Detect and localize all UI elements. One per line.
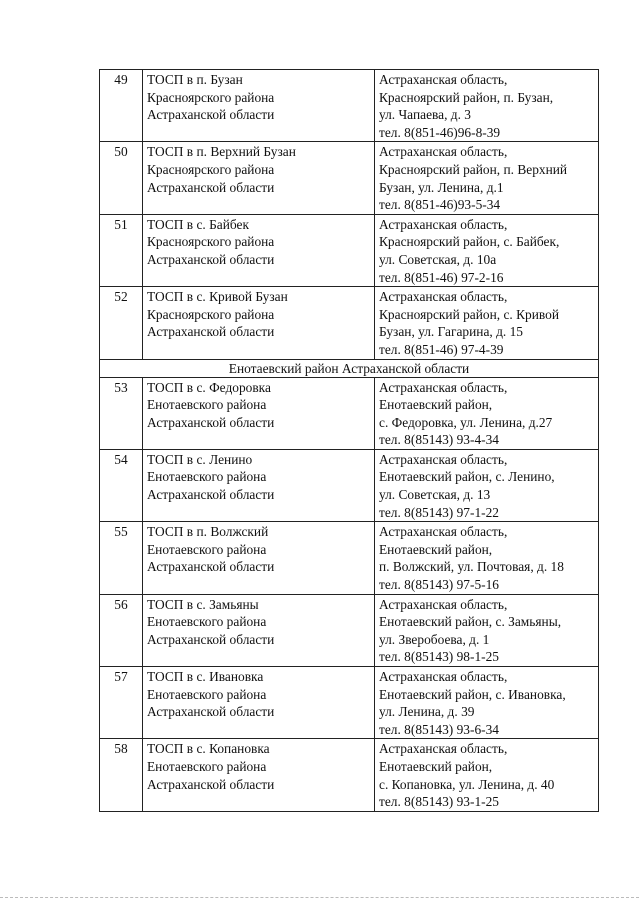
- row-number: 52: [100, 287, 143, 359]
- address-line: Красноярский район, п. Верхний: [379, 161, 568, 177]
- address-line: ул. Советская, д. 10а: [379, 251, 497, 267]
- address-line: тел. 8(85143) 93-1-25: [379, 794, 500, 810]
- table-row: [100, 214, 599, 286]
- address-line: Астраханская область,: [379, 524, 508, 540]
- address-line: п. Волжский, ул. Почтовая, д. 18: [379, 559, 564, 575]
- office-name-line: ТОСП в с. Копановка: [147, 741, 270, 757]
- office-name-line: Енотаевского района: [147, 469, 267, 485]
- office-name-cell: [143, 214, 375, 286]
- office-address-cell: [375, 522, 599, 594]
- address-line: ул. Зверобоева, д. 1: [379, 631, 490, 647]
- office-name-line: ТОСП в с. Кривой Бузан: [147, 289, 288, 305]
- office-name-line: Енотаевского района: [147, 686, 267, 702]
- table-row: [100, 377, 599, 449]
- office-address-cell: [375, 667, 599, 739]
- address-line: ул. Советская, д. 13: [379, 487, 491, 503]
- office-name-line: Астраханской области: [147, 179, 275, 195]
- office-name-cell: [143, 377, 375, 449]
- table-row: [100, 594, 599, 666]
- office-name-cell: [143, 739, 375, 811]
- address-line: тел. 8(851-46) 97-2-16: [379, 269, 504, 285]
- office-name-line: Красноярского района: [147, 306, 275, 322]
- address-line: Астраханская область,: [379, 741, 508, 757]
- address-line: тел. 8(85143) 98-1-25: [379, 649, 500, 665]
- office-name-cell: [143, 287, 375, 359]
- office-name-line: ТОСП в п. Бузан: [147, 72, 243, 87]
- address-line: Енотаевский район, с. Ленино,: [379, 469, 555, 485]
- address-line: тел. 8(85143) 93-6-34: [379, 721, 500, 737]
- section-header-group: [100, 359, 599, 377]
- row-number: 53: [100, 377, 143, 449]
- krasnoyarsk-district-rows: [100, 70, 599, 360]
- office-name-line: Астраханской области: [147, 487, 275, 503]
- address-line: с. Федоровка, ул. Ленина, д.27: [379, 414, 553, 430]
- address-line: Бузан, ул. Ленина, д.1: [379, 179, 504, 195]
- office-name-line: Астраханской области: [147, 559, 275, 575]
- address-line: Астраханская область,: [379, 669, 508, 684]
- office-address-cell: [375, 449, 599, 521]
- address-line: Бузан, ул. Гагарина, д. 15: [379, 324, 523, 340]
- office-name-cell: [143, 667, 375, 739]
- office-name-line: ТОСП в с. Замьяны: [147, 596, 259, 612]
- address-line: Енотаевский район,: [379, 758, 493, 774]
- address-line: Астраханская область,: [379, 451, 508, 467]
- address-line: Астраханская область,: [379, 596, 508, 612]
- office-name-line: Красноярского района: [147, 234, 275, 250]
- office-name-line: Красноярского района: [147, 161, 275, 177]
- office-name-line: Астраханской области: [147, 776, 275, 792]
- office-name-cell: [143, 142, 375, 214]
- office-address-cell: [375, 142, 599, 214]
- address-line: Красноярский район, п. Бузан,: [379, 89, 554, 105]
- address-line: ул. Ленина, д. 39: [379, 704, 475, 720]
- address-line: Енотаевский район, с. Ивановка,: [379, 686, 566, 702]
- office-address-cell: [375, 377, 599, 449]
- offices-table: [99, 69, 599, 812]
- address-line: Енотаевский район,: [379, 541, 493, 557]
- row-number: 54: [100, 449, 143, 521]
- row-number: 50: [100, 142, 143, 214]
- address-line: Енотаевский район, с. Замьяны,: [379, 614, 562, 630]
- office-name-line: ТОСП в с. Ленино: [147, 451, 253, 467]
- enotaevsk-district-rows: [100, 377, 599, 811]
- office-name-line: Енотаевского района: [147, 758, 267, 774]
- page-bottom-edge: [0, 897, 639, 898]
- office-address-cell: [375, 739, 599, 811]
- address-line: Астраханская область,: [379, 289, 508, 305]
- table-row: [100, 739, 599, 811]
- office-address-cell: [375, 214, 599, 286]
- office-name-cell: [143, 594, 375, 666]
- table-row: [100, 449, 599, 521]
- row-number: 57: [100, 667, 143, 739]
- office-name-line: Астраханской области: [147, 251, 275, 267]
- row-number: 58: [100, 739, 143, 811]
- office-name-line: Енотаевского района: [147, 614, 267, 630]
- address-line: тел. 8(85143) 93-4-34: [379, 432, 500, 448]
- office-name-line: Астраханской области: [147, 631, 275, 647]
- row-number: 49: [100, 70, 143, 142]
- office-name-line: Енотаевского района: [147, 397, 267, 413]
- office-name-line: ТОСП в с. Федоровка: [147, 379, 271, 395]
- office-name-cell: [143, 449, 375, 521]
- address-line: тел. 8(85143) 97-5-16: [379, 577, 500, 593]
- office-name-cell: [143, 522, 375, 594]
- address-line: тел. 8(851-46) 97-4-39: [379, 341, 504, 357]
- address-line: Красноярский район, с. Кривой: [379, 306, 559, 322]
- section-header: Енотаевский район Астраханской области: [100, 359, 599, 377]
- address-line: тел. 8(851-46)93-5-34: [379, 197, 501, 213]
- address-line: Астраханская область,: [379, 379, 508, 395]
- row-number: 51: [100, 214, 143, 286]
- address-line: Красноярский район, с. Байбек,: [379, 234, 560, 250]
- address-line: тел. 8(85143) 97-1-22: [379, 504, 500, 520]
- address-line: тел. 8(851-46)96-8-39: [379, 124, 501, 140]
- office-name-line: ТОСП в п. Волжский: [147, 524, 269, 540]
- office-address-cell: [375, 287, 599, 359]
- table-row: [100, 667, 599, 739]
- table-row: [100, 522, 599, 594]
- office-name-line: Астраханской области: [147, 324, 275, 340]
- table-row: [100, 142, 599, 214]
- address-line: Астраханская область,: [379, 144, 508, 160]
- office-name-line: ТОСП в с. Ивановка: [147, 669, 264, 684]
- address-line: с. Копановка, ул. Ленина, д. 40: [379, 776, 555, 792]
- office-name-line: Астраханской области: [147, 414, 275, 430]
- office-name-line: ТОСП в п. Верхний Бузан: [147, 144, 296, 160]
- address-line: Астраханская область,: [379, 72, 508, 87]
- office-name-line: ТОСП в с. Байбек: [147, 216, 249, 232]
- address-line: Астраханская область,: [379, 216, 508, 232]
- row-number: 56: [100, 594, 143, 666]
- office-name-line: Астраханской области: [147, 704, 275, 720]
- office-address-cell: [375, 594, 599, 666]
- table-row: [100, 70, 599, 142]
- office-name-line: Красноярского района: [147, 89, 275, 105]
- office-name-line: Астраханской области: [147, 107, 275, 123]
- office-name-line: Енотаевского района: [147, 541, 267, 557]
- row-number: 55: [100, 522, 143, 594]
- section-header-row: [100, 359, 599, 377]
- address-line: Енотаевский район,: [379, 397, 493, 413]
- table-row: [100, 287, 599, 359]
- office-address-cell: [375, 70, 599, 142]
- address-line: ул. Чапаева, д. 3: [379, 107, 471, 123]
- office-name-cell: [143, 70, 375, 142]
